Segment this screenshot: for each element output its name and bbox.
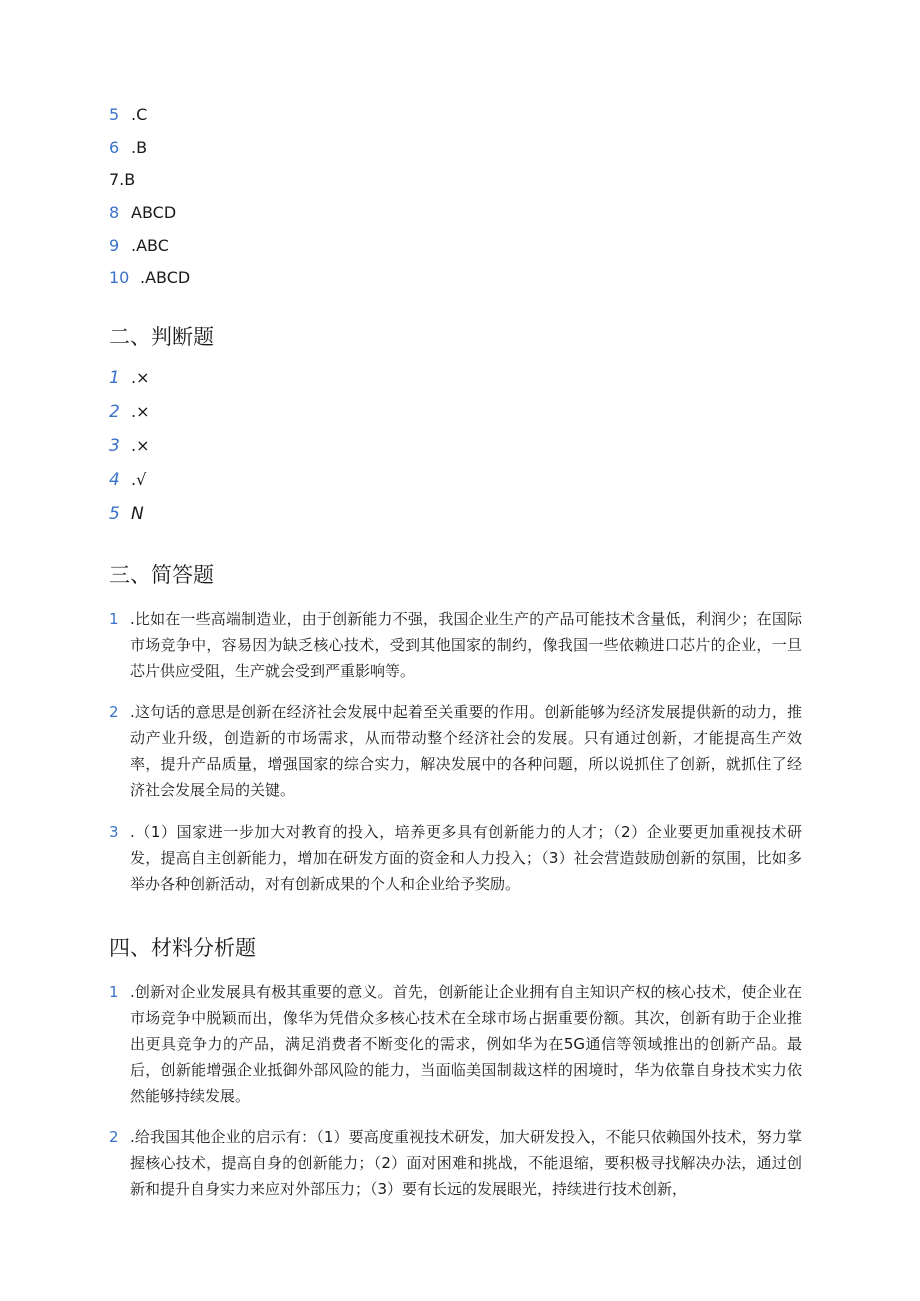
answer-text: .给我国其他企业的启示有：（1）要高度重视技术研发，加大研发投入，不能只依赖国外技术，努力掌握核心技术，提高自身的创新能力；（2）面对困难和挑战，不能退缩，要积极寻找解决办法，通过创新和提升自身实力来应对外部压力；（3）要有长远的发展眼光，持续进行技术创新， [130, 1128, 802, 1198]
answer-number: 8 [109, 203, 120, 222]
answer-text: .× [131, 402, 150, 421]
section-title-material-analysis: 四、材料分析题 [109, 936, 256, 960]
answer-text: .C [131, 105, 148, 124]
section-title-true-false: 二、判断题 [109, 325, 214, 349]
short-answer-2 [109, 699, 801, 803]
choice-answer-10 [109, 268, 190, 288]
answer-text: .比如在一些高端制造业，由于创新能力不强，我国企业生产的产品可能技术含量低，利润少；在国际市场竞争中，容易因为缺乏核心技术，受到其他国家的制约，像我国一些依赖进口芯片的企业，一旦芯片供应受阻，生产就会受到严重影响等。 [130, 610, 802, 680]
answer-number: 10 [109, 268, 130, 287]
choice-answer-9 [109, 236, 169, 256]
short-answer-3 [109, 819, 801, 897]
true-false-answer-3 [109, 436, 150, 456]
answer-number: 2 [109, 703, 119, 721]
section-title-short-answer: 三、简答题 [109, 563, 214, 587]
answer-number: 4 [109, 470, 120, 490]
choice-answer-8 [109, 203, 176, 223]
answer-text: .B [131, 138, 148, 157]
answer-number: 1 [109, 368, 120, 388]
answer-number: 9 [109, 236, 120, 255]
answer-text: N [131, 504, 144, 524]
answer-number: 2 [109, 1128, 119, 1146]
answer-number: 3 [109, 436, 120, 456]
answer-text: .创新对企业发展具有极其重要的意义。首先，创新能让企业拥有自主知识产权的核心技术，使企业在市场竞争中脱颖而出，像华为凭借众多核心技术在全球市场占据重要份额。其次，创新有助于企业推出更具竞争力的产品，满足消费者不断变化的需求，例如华为在5G通信等领域推出的创新产品。最后，创新能增强企业抵御外部风险的能力，当面临美国制裁这样的困境时，华为依靠自身技术实力依然能够持续发展。 [130, 983, 802, 1105]
true-false-answer-4 [109, 470, 146, 490]
choice-answer-7 [109, 170, 135, 190]
answer-text: .ABCD [140, 268, 191, 287]
choice-answer-6 [109, 138, 147, 158]
short-answer-1 [109, 606, 801, 684]
answer-number: 2 [109, 402, 120, 422]
answer-text: .√ [131, 470, 147, 489]
true-false-answer-1 [109, 368, 150, 388]
material-analysis-2 [109, 1124, 801, 1202]
answer-number: 6 [109, 138, 120, 157]
choice-answer-5 [109, 105, 147, 125]
true-false-answer-5 [109, 504, 144, 524]
answer-text: .这句话的意思是创新在经济社会发展中起着至关重要的作用。创新能够为经济发展提供新的动力，推动产业升级，创造新的市场需求，从而带动整个经济社会的发展。只有通过创新，才能提高生产效率，提升产品质量，增强国家的综合实力，解决发展中的各种问题，所以说抓住了创新，就抓住了经济社会发展全局的关键。 [130, 703, 802, 799]
answer-text: .ABC [131, 236, 169, 255]
answer-number: 5 [109, 105, 120, 124]
answer-text: 7.B [109, 170, 136, 189]
true-false-answer-2 [109, 402, 150, 422]
answer-text: .（1）国家进一步加大对教育的投入，培养更多具有创新能力的人才；（2）企业要更加重视技术研发，提高自主创新能力，增加在研发方面的资金和人力投入；（3）社会营造鼓励创新的氛围，比如多举办各种创新活动，对有创新成果的个人和企业给予奖励。 [130, 823, 802, 893]
answer-number: 3 [109, 823, 119, 841]
answer-text: ABCD [131, 203, 177, 222]
material-analysis-1 [109, 979, 801, 1109]
answer-number: 1 [109, 610, 119, 628]
answer-text: .× [131, 436, 150, 455]
answer-number: 1 [109, 983, 119, 1001]
answer-text: .× [131, 368, 150, 387]
answer-number: 5 [109, 504, 120, 524]
